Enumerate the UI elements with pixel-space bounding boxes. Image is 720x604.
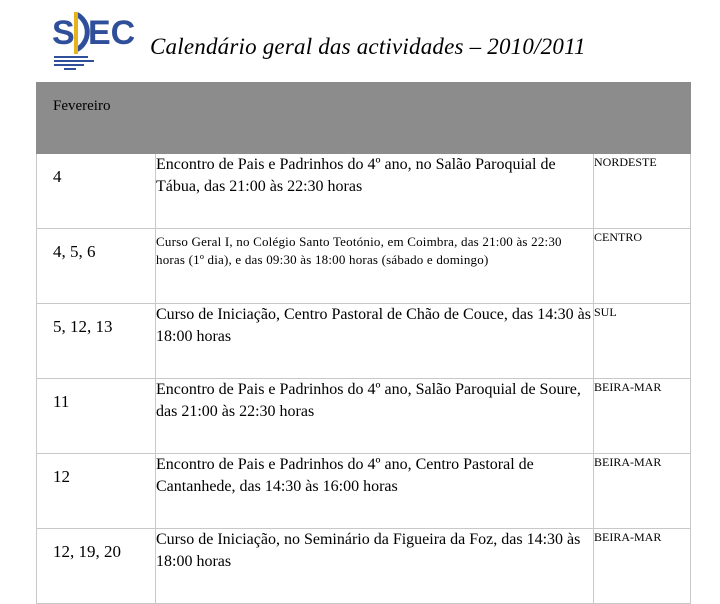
logo-letter-s: S <box>52 14 75 52</box>
table-row <box>37 454 691 529</box>
row-activity: Curso de Iniciação, Centro Pastoral de Chão de Couce, das 14:30 às 18:00 horas <box>156 304 594 379</box>
table-row <box>37 529 691 604</box>
header-col3 <box>594 83 691 154</box>
logo-letters-ec: EC <box>88 14 136 52</box>
row-dates: 5, 12, 13 <box>37 304 156 379</box>
row-region: BEIRA-MAR <box>594 454 691 529</box>
row-activity: Curso Geral I, no Colégio Santo Teotónio, em Coimbra, das 21:00 às 22:30 horas (1º dia), e das 09:30 às 18:00 horas (sábado e domingo) <box>156 229 594 304</box>
row-region: BEIRA-MAR <box>594 379 691 454</box>
table-row <box>37 379 691 454</box>
row-activity: Curso de Iniciação, no Seminário da Figueira da Foz, das 14:30 às 18:00 horas <box>156 529 594 604</box>
row-region: BEIRA-MAR <box>594 529 691 604</box>
logo-line-4 <box>64 68 76 70</box>
table-row <box>37 154 691 229</box>
table-header-row <box>37 83 691 154</box>
table-row <box>37 304 691 379</box>
row-region: NORDESTE <box>594 154 691 229</box>
row-activity: Encontro de Pais e Padrinhos do 4º ano, no Salão Paroquial de Tábua, das 21:00 às 22:30 horas <box>156 154 594 229</box>
row-dates: 4, 5, 6 <box>37 229 156 304</box>
row-dates: 11 <box>37 379 156 454</box>
row-activity: Encontro de Pais e Padrinhos do 4º ano, Centro Pastoral de Cantanhede, das 14:30 às 16:00 horas <box>156 454 594 529</box>
header-col2 <box>156 83 594 154</box>
row-region: CENTRO <box>594 229 691 304</box>
activities-table <box>36 82 691 570</box>
row-dates: 12, 19, 20 <box>37 529 156 604</box>
sdec-logo <box>50 8 136 78</box>
logo-line-2 <box>54 60 94 62</box>
header-month: Fevereiro <box>37 83 156 154</box>
row-region: SUL <box>594 304 691 379</box>
page-title: Calendário geral das actividades – 2010/2011 <box>150 34 586 59</box>
table-row <box>37 229 691 304</box>
logo-line-3 <box>54 64 84 66</box>
row-activity: Encontro de Pais e Padrinhos do 4º ano, Salão Paroquial de Soure, das 21:00 às 22:30 horas <box>156 379 594 454</box>
sdec-logo-graphic <box>50 8 136 78</box>
row-dates: 4 <box>37 154 156 229</box>
logo-line-1 <box>54 56 88 58</box>
row-dates: 12 <box>37 454 156 529</box>
